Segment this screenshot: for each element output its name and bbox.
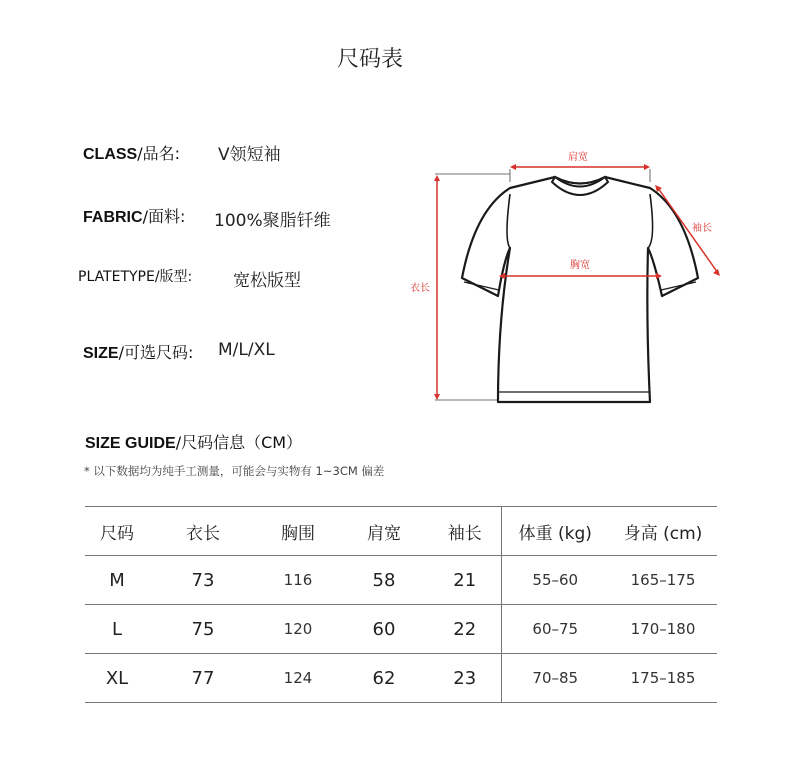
header-height: 身高 (cm) <box>609 507 717 556</box>
chest-label: 胸宽 <box>570 260 590 271</box>
cell-size: XL <box>85 654 149 703</box>
size-label-text: /可选尺码: <box>118 343 194 362</box>
size-label <box>83 340 193 363</box>
cell-height: 175–185 <box>609 654 717 703</box>
cell-height: 170–180 <box>609 605 717 654</box>
size-key: SIZE <box>83 345 119 362</box>
cell-chest: 124 <box>257 654 339 703</box>
header-size: 尺码 <box>85 507 149 556</box>
platetype-value: 宽松版型 <box>233 271 301 291</box>
header-length: 衣长 <box>149 507 257 556</box>
header-weight: 体重 (kg) <box>501 507 609 556</box>
tshirt-diagram <box>400 130 730 420</box>
length-arrow-top <box>434 175 440 181</box>
cell-size: M <box>85 556 149 605</box>
cell-length: 77 <box>149 654 257 703</box>
cell-weight: 60–75 <box>501 605 609 654</box>
header-sleeve: 袖长 <box>429 507 501 556</box>
page-title: 尺码表 <box>336 47 403 72</box>
sleeve-label: 袖长 <box>692 223 712 234</box>
cell-weight: 55–60 <box>501 556 609 605</box>
shoulder-label: 肩宽 <box>568 152 588 163</box>
length-arrow-bottom <box>434 394 440 400</box>
table-row <box>85 556 717 605</box>
class-value: V领短袖 <box>218 145 281 165</box>
header-chest: 胸围 <box>257 507 339 556</box>
table-row <box>85 605 717 654</box>
class-label-text: /品名: <box>137 144 181 163</box>
measurement-note: * 以下数据均为纯手工测量，可能会与实物有 1~3CM 偏差 <box>84 464 385 478</box>
fabric-label-text: /面料: <box>142 207 186 226</box>
table-header-row <box>85 507 717 556</box>
cell-chest: 120 <box>257 605 339 654</box>
table-row <box>85 654 717 703</box>
cell-length: 73 <box>149 556 257 605</box>
cell-chest: 116 <box>257 556 339 605</box>
cell-sleeve: 23 <box>429 654 501 703</box>
cell-sleeve: 21 <box>429 556 501 605</box>
size-guide-label: /尺码信息（CM） <box>175 433 303 452</box>
header-shoulder: 肩宽 <box>339 507 429 556</box>
cell-sleeve: 22 <box>429 605 501 654</box>
fabric-value: 100%聚脂钎维 <box>214 211 331 231</box>
cell-length: 75 <box>149 605 257 654</box>
shoulder-arrow-right <box>644 164 650 170</box>
size-table <box>85 506 717 703</box>
size-guide-title <box>85 430 302 453</box>
cell-shoulder: 60 <box>339 605 429 654</box>
platetype-label: PLATETYPE/版型: <box>78 269 193 285</box>
fabric-key: FABRIC <box>83 209 143 226</box>
class-key: CLASS <box>83 146 138 163</box>
cell-size: L <box>85 605 149 654</box>
cell-shoulder: 58 <box>339 556 429 605</box>
length-label: 衣长 <box>410 283 430 294</box>
size-guide-key: SIZE GUIDE <box>85 435 176 452</box>
size-value: M/L/XL <box>218 340 275 360</box>
fabric-label <box>83 204 185 227</box>
cell-height: 165–175 <box>609 556 717 605</box>
class-label <box>83 141 180 164</box>
shoulder-arrow-left <box>510 164 516 170</box>
cell-shoulder: 62 <box>339 654 429 703</box>
cell-weight: 70–85 <box>501 654 609 703</box>
tshirt-svg <box>400 130 730 420</box>
